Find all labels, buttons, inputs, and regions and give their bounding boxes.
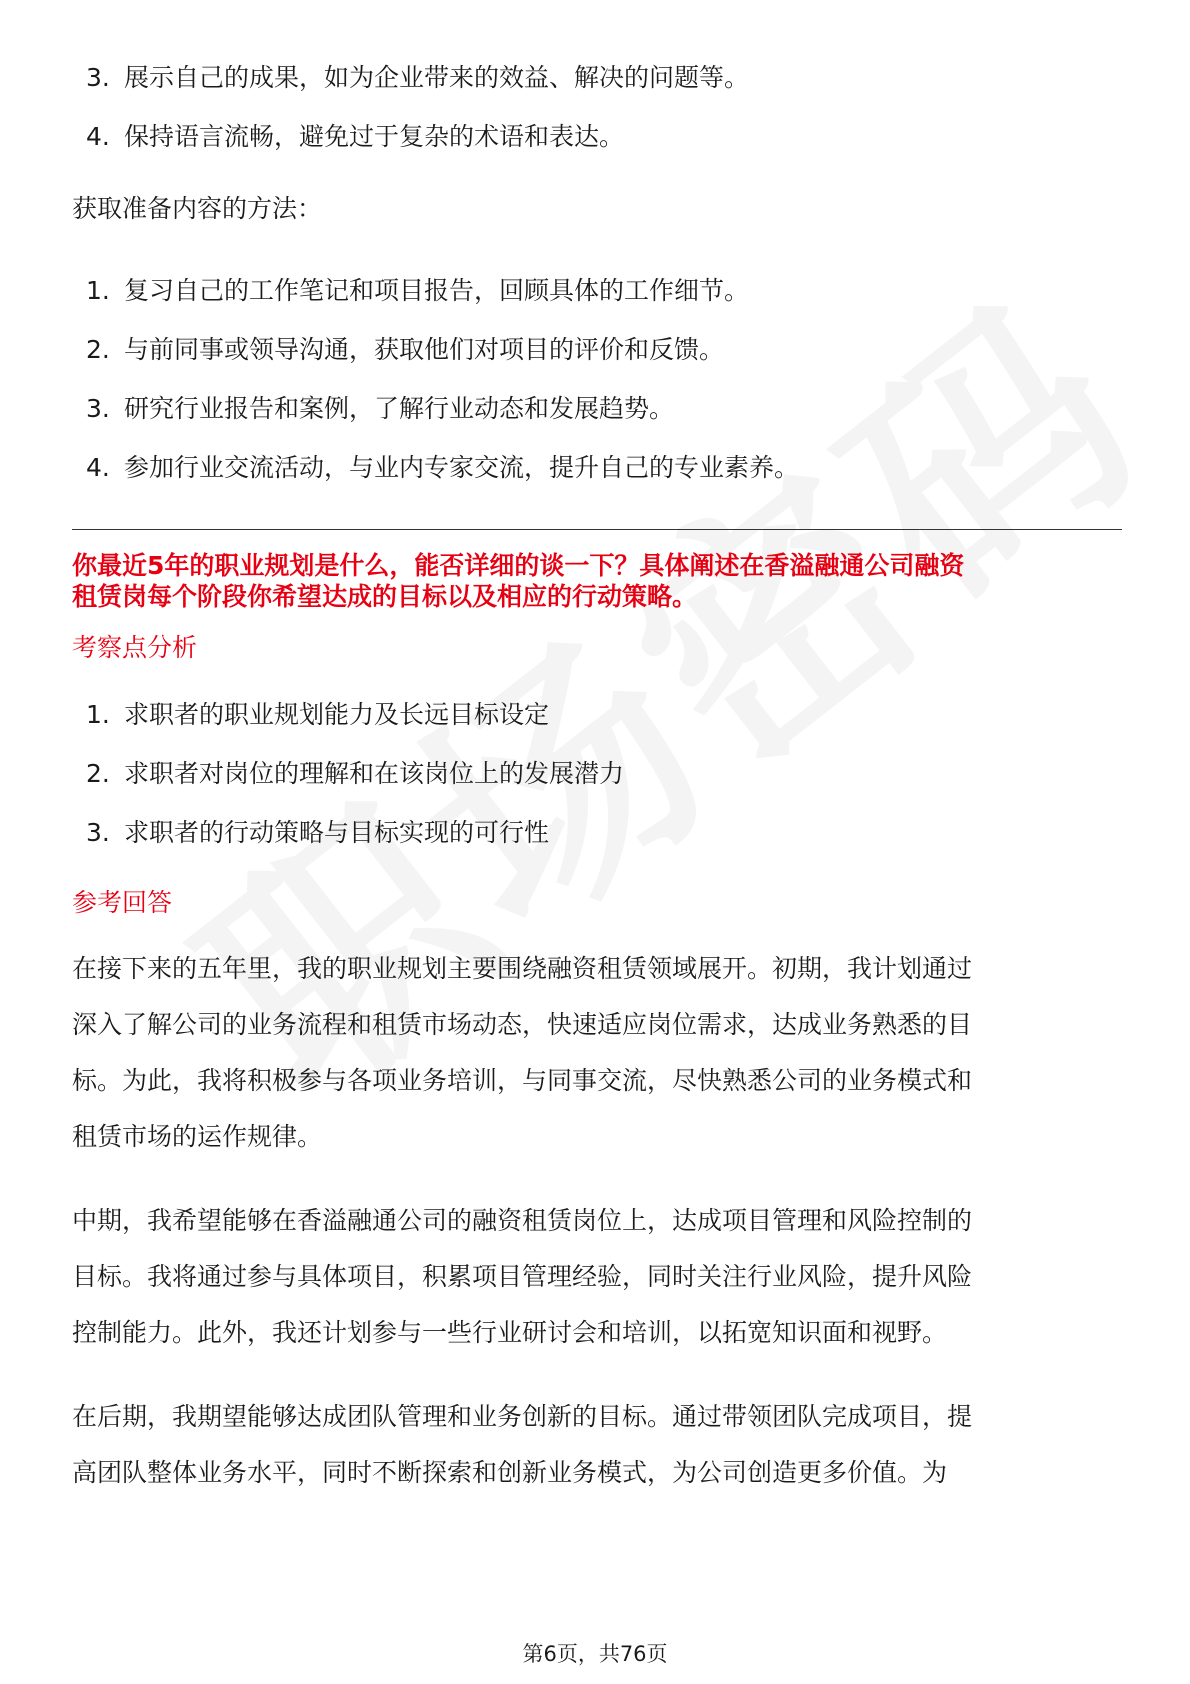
answer-paragraph <box>72 1389 1122 1501</box>
list-item-number: 3. <box>86 818 110 847</box>
list-item-text: 保持语言流畅，避免过于复杂的术语和表达。 <box>124 122 625 151</box>
paragraph-line: 深入了解公司的业务流程和租赁市场动态，快速适应岗位需求，达成业务熟悉的目 <box>72 1010 973 1039</box>
paragraph-line: 租赁市场的运作规律。 <box>72 1122 323 1151</box>
paragraph-line: 控制能力。此外，我还计划参与一些行业研讨会和培训，以拓宽知识面和视野。 <box>72 1318 948 1347</box>
list-item-text: 求职者对岗位的理解和在该岗位上的发展潜力 <box>124 759 625 788</box>
list-item <box>72 121 1122 153</box>
paragraph-line: 在后期，我期望能够达成团队管理和业务创新的目标。通过带领团队完成项目，提 <box>72 1402 973 1431</box>
list-item-text: 求职者的职业规划能力及长远目标设定 <box>124 700 550 729</box>
list-item-number: 2. <box>86 335 110 364</box>
list-item <box>72 758 1122 790</box>
tips-list-continued <box>72 62 1122 153</box>
paragraph-line: 在接下来的五年里，我的职业规划主要围绕融资租赁领域展开。初期，我计划通过 <box>72 954 973 983</box>
list-item <box>72 452 1122 484</box>
list-item-number: 1. <box>86 276 110 305</box>
list-item <box>72 334 1122 366</box>
list-item-number: 4. <box>86 122 110 151</box>
answer-paragraph <box>72 941 1122 1165</box>
list-item-number: 3. <box>86 63 110 92</box>
list-item-number: 1. <box>86 700 110 729</box>
paragraph-line: 目标。我将通过参与具体项目，积累项目管理经验，同时关注行业风险，提升风险 <box>72 1262 973 1291</box>
question-line: 租赁岗每个阶段你希望达成的目标以及相应的行动策略。 <box>72 582 698 611</box>
page-number: 第6页，共76页 <box>522 1642 668 1666</box>
analysis-heading: 考察点分析 <box>72 633 198 662</box>
list-item-text: 求职者的行动策略与目标实现的可行性 <box>124 818 550 847</box>
list-item-number: 4. <box>86 453 110 482</box>
question-line: 你最近5年的职业规划是什么，能否详细的谈一下？具体阐述在香溢融通公司融资 <box>72 551 965 580</box>
answer-paragraph <box>72 1193 1122 1361</box>
list-item <box>72 393 1122 425</box>
list-item <box>72 699 1122 731</box>
list-item <box>72 62 1122 94</box>
method-list <box>72 275 1122 484</box>
interview-question <box>72 550 1122 612</box>
list-item-number: 2. <box>86 759 110 788</box>
list-item-text: 研究行业报告和案例，了解行业动态和发展趋势。 <box>124 394 675 423</box>
paragraph-line: 中期，我希望能够在香溢融通公司的融资租赁岗位上，达成项目管理和风险控制的 <box>72 1206 973 1235</box>
list-item-text: 参加行业交流活动，与业内专家交流，提升自己的专业素养。 <box>124 453 800 482</box>
list-item-text: 与前同事或领导沟通，获取他们对项目的评价和反馈。 <box>124 335 725 364</box>
analysis-list <box>72 699 1122 849</box>
list-item-text: 复习自己的工作笔记和项目报告，回顾具体的工作细节。 <box>124 276 750 305</box>
section-divider <box>72 529 1122 530</box>
method-heading: 获取准备内容的方法： <box>72 194 323 223</box>
list-item-number: 3. <box>86 394 110 423</box>
list-item-text: 展示自己的成果，如为企业带来的效益、解决的问题等。 <box>124 63 750 92</box>
paragraph-line: 高团队整体业务水平，同时不断探索和创新业务模式，为公司创造更多价值。为 <box>72 1458 948 1487</box>
paragraph-line: 标。为此，我将积极参与各项业务培训，与同事交流，尽快熟悉公司的业务模式和 <box>72 1066 973 1095</box>
list-item <box>72 275 1122 307</box>
page-content <box>72 62 1122 1501</box>
list-item <box>72 817 1122 849</box>
answer-heading: 参考回答 <box>72 888 173 917</box>
